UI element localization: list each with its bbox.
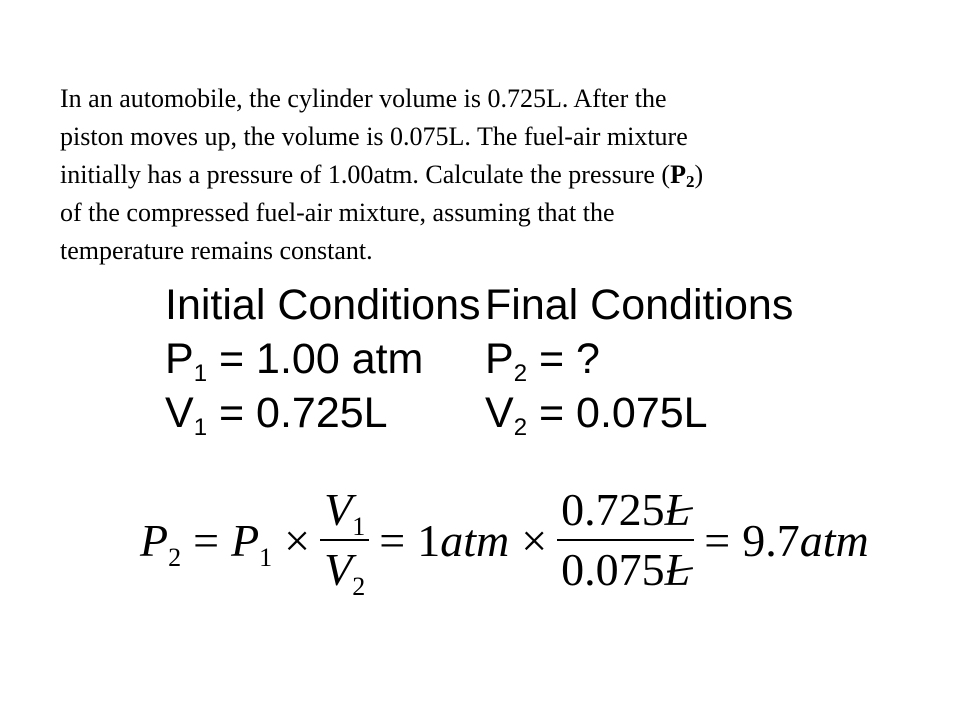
v1-subscript: 1: [193, 414, 208, 441]
p1-symbol: P: [165, 335, 194, 383]
v1-symbol: V: [165, 389, 194, 437]
result-unit: atm: [799, 514, 869, 566]
eq-v2-symbol: V: [324, 544, 353, 595]
final-conditions-header: Final Conditions: [485, 281, 794, 329]
v2-symbol: V: [485, 389, 514, 437]
atm-unit: atm: [440, 514, 510, 566]
final-pressure: [485, 332, 805, 386]
times-sign: ×: [284, 514, 311, 566]
volume-row: [165, 386, 805, 440]
pressure-p2-subscript: 2: [685, 172, 695, 191]
problem-line-3: [60, 156, 820, 194]
eq-p1-subscript: 1: [259, 542, 273, 572]
times-sign: ×: [521, 514, 548, 566]
initial-pressure: [165, 332, 485, 386]
problem-line-3-close: ): [694, 160, 704, 189]
fraction-numerator: [320, 483, 369, 541]
equals-sign: =: [379, 514, 406, 566]
fraction-bar: [557, 539, 694, 541]
initial-volume: [165, 386, 485, 440]
volume-ratio-fraction: [320, 483, 369, 601]
conditions-table: [165, 278, 805, 440]
equals-sign: =: [704, 514, 731, 566]
conditions-header-row: [165, 278, 805, 332]
eq-p2-symbol: P: [140, 514, 169, 566]
problem-line-2: piston moves up, the volume is 0.075L. The fuel-air mixture: [60, 122, 688, 151]
p2-subscript: 2: [513, 360, 528, 387]
eq-v2-subscript: 2: [352, 572, 366, 601]
problem-statement: [60, 80, 820, 270]
fraction-denominator: [557, 543, 694, 597]
p2-value: = ?: [527, 335, 600, 383]
v2-subscript: 2: [513, 414, 528, 441]
p1-subscript: 1: [193, 360, 208, 387]
eq-p1: [231, 514, 273, 572]
pressure-row: [165, 332, 805, 386]
v1-number: 0.725: [561, 484, 665, 535]
cancelled-liter-unit: L: [664, 484, 691, 535]
eq-v1-symbol: V: [324, 484, 353, 535]
pressure-p2-letter: P: [670, 160, 686, 189]
p2-symbol: P: [485, 335, 514, 383]
initial-pressure-value: 1: [417, 514, 441, 566]
problem-line-5: temperature remains constant.: [60, 236, 373, 265]
cancelled-liter-unit: L: [664, 544, 691, 595]
final-volume: [485, 386, 805, 440]
problem-line-1: In an automobile, the cylinder volume is 0.725L. After the: [60, 84, 667, 113]
fraction-denominator: [320, 543, 369, 601]
problem-line-4: of the compressed fuel-air mixture, assuming that the: [60, 198, 615, 227]
eq-p1-symbol: P: [231, 514, 260, 566]
equals-sign: =: [193, 514, 220, 566]
pressure-p2-symbol: [670, 160, 694, 189]
v2-value: = 0.075L: [527, 389, 708, 437]
eq-v1-subscript: 1: [352, 512, 366, 541]
problem-line-3-text: initially has a pressure of 1.00atm. Calculate the pressure (: [60, 160, 671, 189]
v1-value: = 0.725L: [207, 389, 388, 437]
eq-p2-subscript: 2: [168, 542, 182, 572]
boyles-law-equation: [140, 478, 869, 602]
initial-conditions-header: Initial Conditions: [165, 281, 481, 329]
volume-values-fraction: [557, 483, 694, 597]
v2-number: 0.075: [561, 544, 665, 595]
fraction-numerator: [557, 483, 694, 537]
eq-p2: [140, 514, 182, 572]
fraction-bar: [320, 539, 369, 541]
result-value: 9.7: [742, 514, 800, 566]
p1-value: = 1.00 atm: [207, 335, 424, 383]
